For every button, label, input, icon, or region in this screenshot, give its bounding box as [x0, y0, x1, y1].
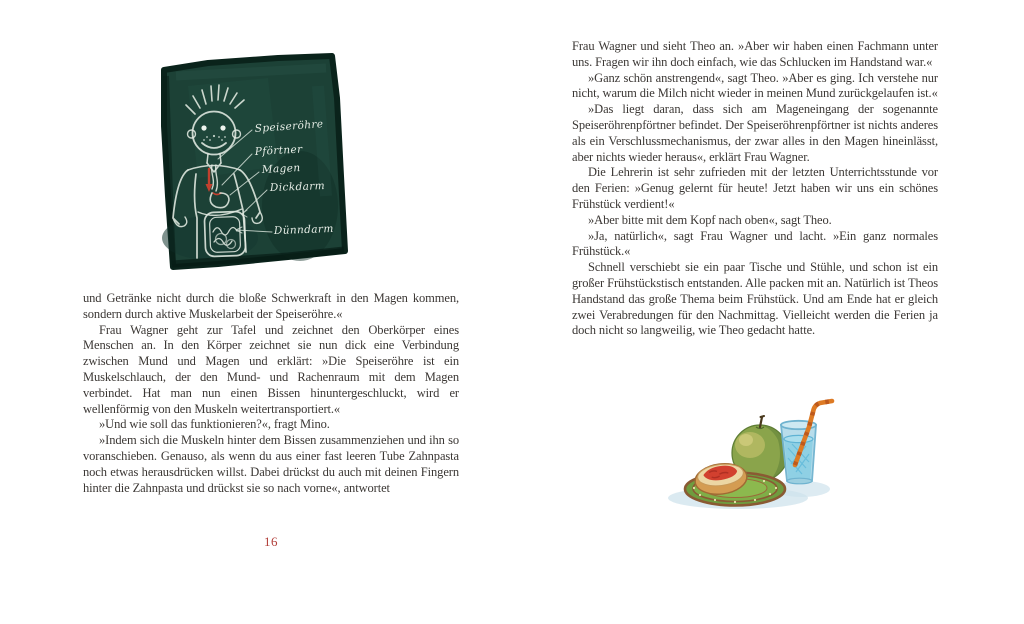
chalk-eye-right	[220, 125, 225, 130]
paragraph: »Das liegt daran, dass sich am Mageneingang der sogenannte Speiseröhrenpförtner befindet. Der Speiseröhrenpförtner ist nichts anderes als ein Verschlussmechanismus, der zwar alles in den Magen hineinlässt, aber nichts wieder heraus«, erklärt Frau Wagner.	[572, 102, 938, 164]
label-large-intestine: Dickdarm	[269, 180, 326, 194]
left-page-body-text	[83, 291, 459, 496]
label-stomach: Magen	[261, 161, 301, 176]
paragraph: »Indem sich die Muskeln hinter dem Bissen zusammenziehen und ihn so voranschieben. Genauso, als wenn du aus einer fast leeren Tube Zahnpasta noch etwas herausdrücken willst. Dabei drückst du auch mit deinen Fingern hinter die Zahnpasta und drückst sie so nach vorne«, antwortet	[83, 433, 459, 495]
chalk-eye-left	[201, 125, 206, 130]
paragraph: Frau Wagner und sieht Theo an. »Aber wir haben einen Fachmann unter uns. Fragen wir ihn doch einfach, wie das Schlucken im Handstand war.«	[572, 39, 938, 69]
paragraph: Frau Wagner geht zur Tafel und zeichnet den Oberkörper eines Menschen an. In den Körper zeichnet sie nun dick eine Verbindung zwischen Mund und Magen und erklärt: »Die Speiseröhre ist ein Muskelschlauch, der den Mund- und Rachenraum mit dem Magen verbindet. Hat man nun einen Bissen hinuntergeschluckt, wird er wellenförmig von den Muskeln weitertransportiert.«	[83, 322, 459, 416]
paragraph: und Getränke nicht durch die bloße Schwerkraft in den Magen kommen, sondern durch aktive Muskelarbeit der Speiseröhre.«	[83, 291, 459, 321]
page-number: 16	[264, 534, 278, 549]
paragraph: Schnell verschiebt sie ein paar Tische und Stühle, und schon ist ein großer Frühstückstisch entstanden. Alle packen mit an. Natürlich ist Theos Handstand das große Thema beim Frühstück. Und am Ende hat er gleich zwei Verabredungen für den Nachmittag. Vielleicht werden die Ferien ja doch nicht so langweilig, wie Theo gedacht hatte.	[572, 260, 938, 338]
breakfast-illustration	[660, 392, 865, 520]
label-small-intestine: Dünndarm	[273, 222, 334, 237]
paragraph: »Ja, natürlich«, sagt Frau Wagner und lacht. »Ein ganz normales Frühstück.«	[572, 228, 938, 259]
paragraph: »Aber bitte mit dem Kopf nach oben«, sagt Theo.	[588, 212, 832, 227]
chalkboard-illustration	[148, 46, 362, 278]
paragraph: »Ganz schön anstrengend«, sagt Theo. »Aber es ging. Ich verstehe nur nicht, warum die Milch nicht wieder in meinen Mund zurückgelaufen ist.«	[572, 70, 938, 101]
paragraph: Die Lehrerin ist sehr zufrieden mit der letzten Unterrichtsstunde vor den Ferien: »Genug gelernt für heute! Jetzt haben wir uns ein schönes Frühstück verdient!«	[572, 165, 938, 211]
label-pylorus: Pförtner	[254, 143, 303, 158]
label-esophagus: Speiseröhre	[254, 118, 324, 135]
paragraph: »Und wie soll das funktionieren?«, fragt Mino.	[99, 417, 330, 432]
right-page-body-text	[572, 39, 938, 339]
